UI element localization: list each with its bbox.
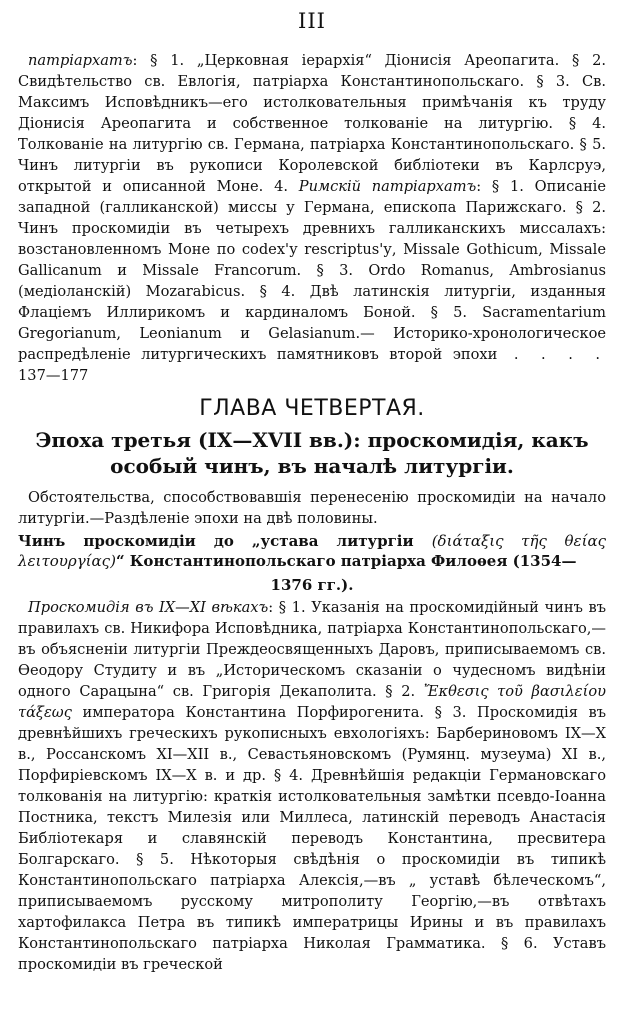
section-heading	[18, 531, 606, 571]
paragraph-1-text-b: : § 1. Описаніе западной (галликанской) миссы у Германа, епископа Парижскаго. § 2. Чинъ проскомидіи въ четырехъ древнихъ галликанскихъ миссалахъ: возстановленномъ Моне по codex'у rescriptus'у, Missale Gothicum, Missale Gallicanum и Missale Francorum. § 3. Ordo Romanus, Ambrosianus (медіоланскій) Mozarabicus. § 4. Двѣ латинскія литургіи, изданныя Флаціемъ Иллирикомъ и кардиналомъ Боной. § 5. Sacramentarium Gregorianum, Leonianum и Gelasianum.— Историко-хронологическое распредѣленіе литургическихъ памятниковъ второй эпохи	[18, 178, 606, 363]
paragraph-3-text-b: императора Константина Порфирогенита. § 3. Проскомидія въ древнѣйшихъ греческихъ рукописныхъ евхологіяхъ: Барбериновомъ IX—X в., Россанскомъ XI—XII в., Севастьяновскомъ (Румянц. музеума) XI в., Порфиріевскомъ IX—X в. и др. § 4. Древнѣйшія редакціи Германовскаго толкованія на литургію: краткія истолковательныя замѣтки псевдо-Іоанна Постника, текстъ Милезія или Миллеса, латинскій переводъ Анастасія Библіотекаря и славянскій переводъ Константина, пресвитера Болгарскаго. § 5. Нѣкоторыя свѣдѣнія о проскомидіи въ типикѣ Константинопольскаго патріарха Алексія,—въ „ уставѣ бѣлеческомъ“, приписываемомъ русскому митрополиту Георгію,—въ отвѣтахъ хартофилакса Петра въ типикѣ императрицы Ирины и въ правилахъ Константинопольскаго патріарха Николая Грамматика. § 6. Уставъ проскомидіи въ греческой	[18, 704, 606, 973]
section-heading-text-a: Чинъ проскомидіи до „устава литургіи	[18, 532, 414, 550]
greek-title: Ἔκθεσις τοῦ βασιλείου τάξεως	[18, 683, 606, 721]
contents-paragraph-3	[18, 597, 606, 975]
contents-paragraph-2: Обстоятельства, способствовавшія перенесенію проскомидіи на начало литургіи.—Раздѣленіе эпохи на двѣ половины.	[18, 489, 606, 527]
contents-paragraph-1	[18, 50, 606, 386]
emphasis-proskomidia-9-11: Проскомидія въ IX—XI вѣкахъ	[28, 599, 269, 616]
section-heading-greek: (διάταξις τῆς θείας λειτουργίας)	[18, 532, 606, 570]
document-page	[18, 8, 606, 975]
emphasis-roman-patriarchate: Римскій патріархатъ	[298, 178, 477, 195]
emphasis-patriarchate: патріархатъ	[28, 52, 133, 69]
leader-dots: . . . .	[497, 346, 606, 363]
section-heading-years: 1376 гг.).	[270, 576, 354, 594]
paragraph-3-text-a: : § 1. Указанія на проскомидійный чинъ въ правилахъ св. Никифора Исповѣдника, патріарха Константинопольскаго,—въ объясненіи литургіи Преждеосвященныхъ Даровъ, приписываемомъ св. Ѳеодору Студиту и въ „Историческомъ сказаніи о чудесномъ видѣніи одного Сарацына“ св. Григорія Декаполита. § 2.	[18, 599, 606, 700]
page-number: III	[298, 9, 326, 33]
paragraph-1-text-a: : § 1. „Церковная іерархія“ Діонисія Ареопагита. § 2. Свидѣтельство св. Евлогія, патріарха Константинопольскаго. § 3. Св. Максимъ Исповѣдникъ—его истолковательныя примѣчанія къ труду Діонисія Ареопагита и собственное толкованіе на литургію. § 4. Толкованіе на литургію св. Германа, патріарха Константинопольскаго. § 5. Чинъ литургіи въ рукописи Королевской библіотеки въ Карлсруэ, открытой и описанной Моне. 4.	[18, 52, 606, 195]
chapter-heading: ГЛАВА ЧЕТВЕРТАЯ.	[199, 396, 425, 421]
page-range: 137—177	[18, 367, 89, 384]
epoch-title: Эпоха третья (IX—XVII вв.): проскомидія, какъ особый чинъ, въ началѣ литургіи.	[35, 428, 589, 478]
section-heading-text-b: “ Константинопольскаго патріарха Филоѳея (1354—	[115, 552, 577, 570]
